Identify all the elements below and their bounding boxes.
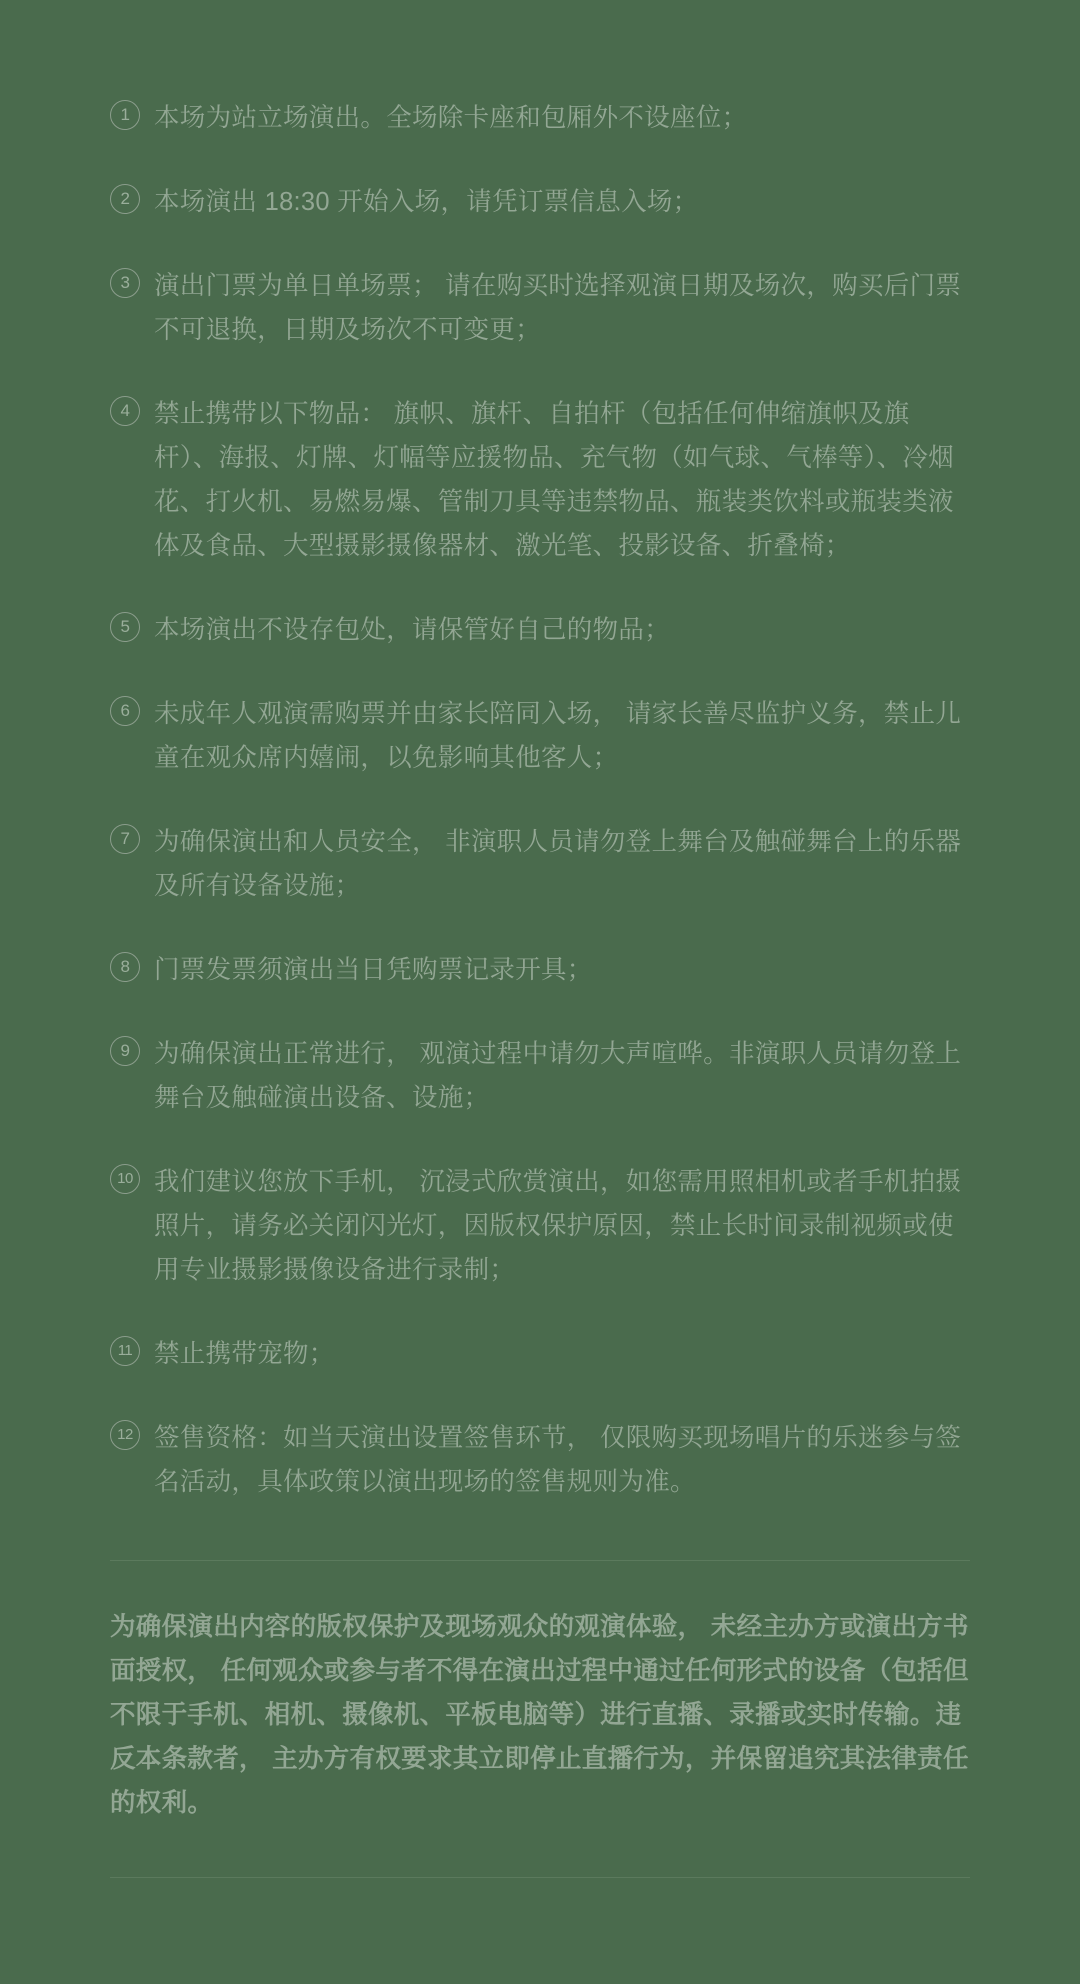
item-text: 门票发票须演出当日凭购票记录开具； <box>154 956 593 984</box>
list-item <box>110 608 970 652</box>
list-item <box>110 180 970 224</box>
list-item <box>110 1032 970 1120</box>
item-text: 签售资格：如当天演出设置签售环节， 仅限购买现场唱片的乐迷参与签名活动，具体政策以演出现场的签售规则为准。 <box>154 1424 962 1496</box>
item-text: 未成年人观演需购票并由家长陪同入场， 请家长善尽监护义务，禁止儿童在观众席内嬉闹，以免影响其他客人； <box>154 700 962 772</box>
copyright-notice: 为确保演出内容的版权保护及现场观众的观演体验， 未经主办方或演出方书面授权， 任何观众或参与者不得在演出过程中通过任何形式的设备（包括但不限于手机、相机、摄像机、平板电脑等）进行直播、录播或实时传输。违反本条款者， 主办方有权要求其立即停止直播行为，并保留追究其法律责任的权利。 <box>110 1613 969 1817</box>
list-item <box>110 1332 970 1376</box>
item-number-badge: 10 <box>110 1164 140 1194</box>
notice-list <box>110 0 970 1504</box>
list-item <box>110 264 970 352</box>
list-item <box>110 692 970 780</box>
item-text: 为确保演出正常进行， 观演过程中请勿大声喧哗。非演职人员请勿登上舞台及触碰演出设备、设施； <box>154 1040 962 1112</box>
list-item <box>110 820 970 908</box>
item-number-badge: 9 <box>110 1036 140 1066</box>
item-text: 演出门票为单日单场票； 请在购买时选择观演日期及场次，购买后门票不可退换，日期及场次不可变更； <box>154 272 962 344</box>
divider-bottom <box>110 1877 970 1878</box>
list-item <box>110 392 970 568</box>
item-number-badge: 6 <box>110 696 140 726</box>
item-text: 本场为站立场演出。全场除卡座和包厢外不设座位； <box>154 104 748 132</box>
item-text: 我们建议您放下手机， 沉浸式欣赏演出，如您需用照相机或者手机拍摄照片，请务必关闭闪光灯，因版权保护原因，禁止长时间录制视频或使用专业摄影摄像设备进行录制； <box>154 1168 962 1284</box>
item-text: 为确保演出和人员安全， 非演职人员请勿登上舞台及触碰舞台上的乐器及所有设备设施； <box>154 828 962 900</box>
list-item <box>110 96 970 140</box>
item-text: 本场演出不设存包处，请保管好自己的物品； <box>154 616 671 644</box>
list-item <box>110 1416 970 1504</box>
item-number-badge: 7 <box>110 824 140 854</box>
item-number-badge: 4 <box>110 396 140 426</box>
item-number-badge: 8 <box>110 952 140 982</box>
item-number-badge: 12 <box>110 1420 140 1450</box>
item-text: 本场演出 18:30 开始入场，请凭订票信息入场； <box>154 188 699 216</box>
item-number-badge: 5 <box>110 612 140 642</box>
item-number-badge: 11 <box>110 1336 140 1366</box>
item-number-badge: 1 <box>110 100 140 130</box>
item-text: 禁止携带以下物品： 旗帜、旗杆、自拍杆（包括任何伸缩旗帜及旗杆）、海报、灯牌、灯幅等应援物品、充气物（如气球、气棒等）、冷烟花、打火机、易燃易爆、管制刀具等违禁物品、瓶装类饮料或瓶装类液体及食品、大型摄影摄像器材、激光笔、投影设备、折叠椅； <box>154 400 955 560</box>
item-text: 禁止携带宠物； <box>154 1340 335 1368</box>
list-item <box>110 948 970 992</box>
item-number-badge: 2 <box>110 184 140 214</box>
item-number-badge: 3 <box>110 268 140 298</box>
list-item <box>110 1160 970 1292</box>
